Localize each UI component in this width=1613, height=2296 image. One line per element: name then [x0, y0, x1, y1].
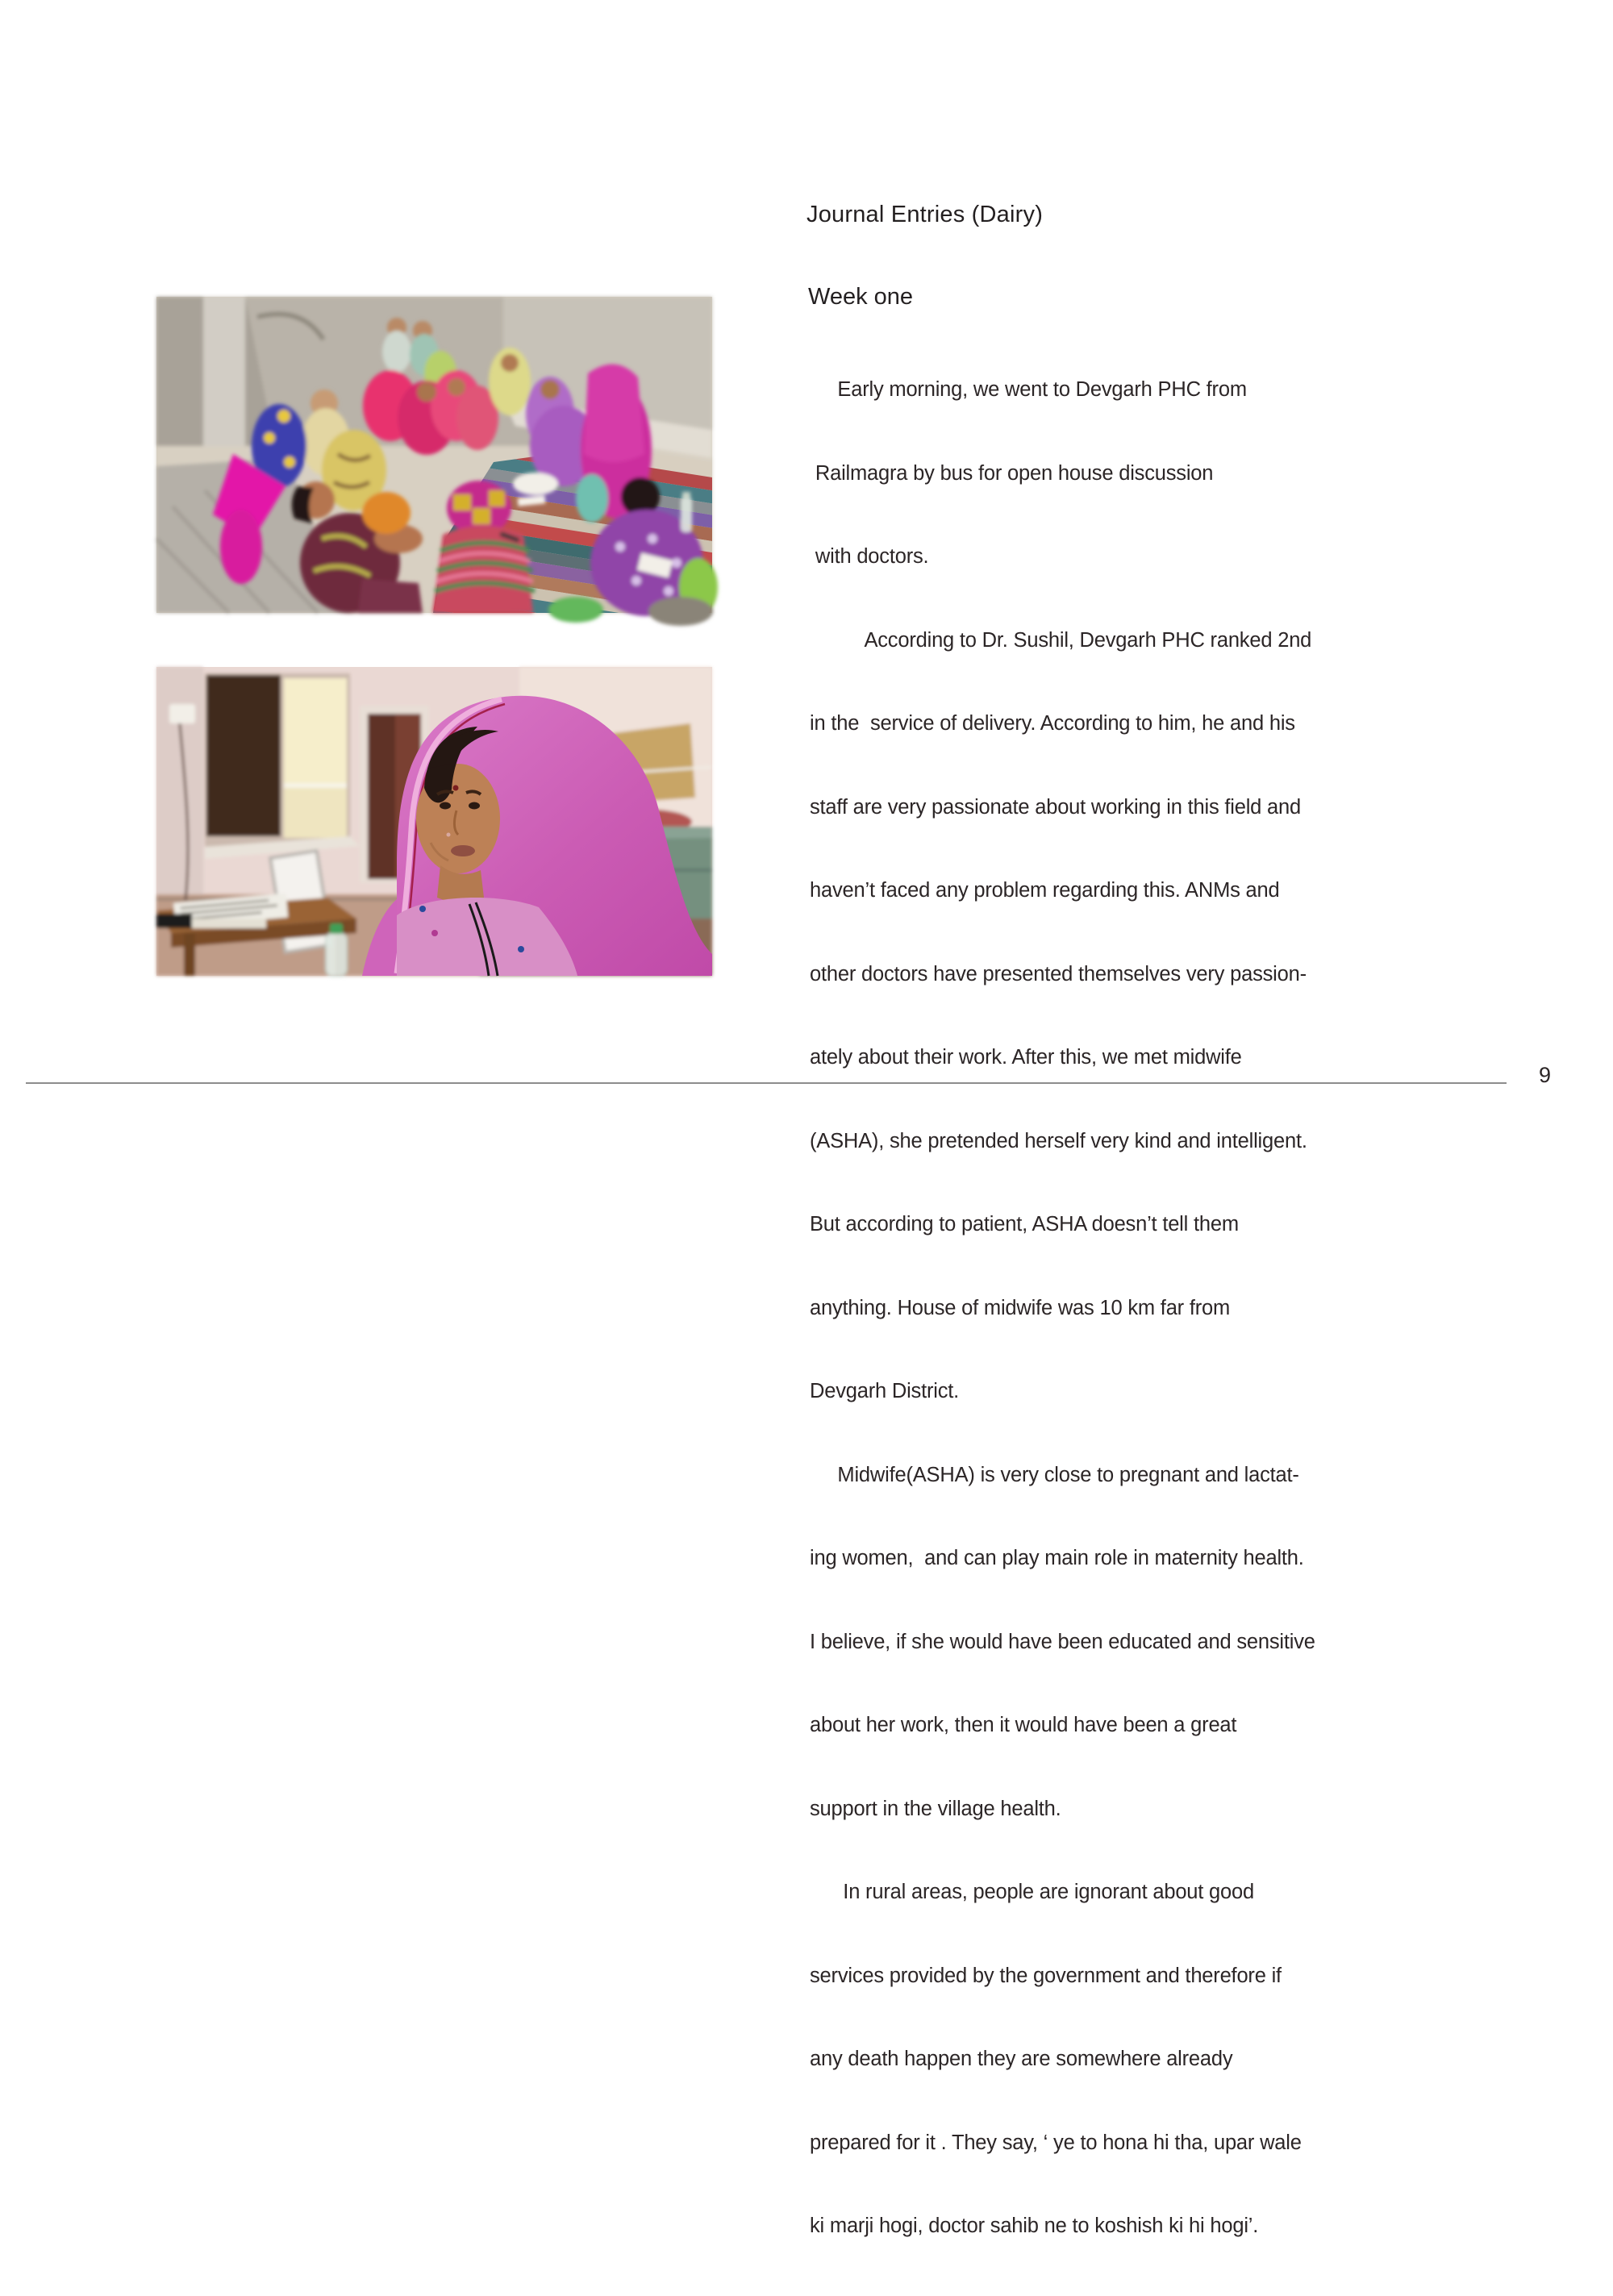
- body-line: with doctors.: [810, 545, 929, 568]
- body-line: services provided by the government and therefore if: [810, 1964, 1282, 1987]
- body-line: ately about their work. After this, we met midwife: [810, 1046, 1242, 1069]
- body-line: But according to patient, ASHA doesn’t tell them: [810, 1213, 1239, 1236]
- midwife-portrait-illustration: [156, 667, 712, 976]
- body-line: ing women, and can play main role in maternity health.: [810, 1547, 1304, 1569]
- body-line: other doctors have presented themselves very passion-: [810, 962, 1307, 985]
- page-number: 9: [1539, 1063, 1552, 1087]
- body-line: ki marji hogi, doctor sahib ne to koshish ki hi hogi’.: [810, 2215, 1259, 2237]
- body-line: any death happen they are somewhere already: [810, 2048, 1233, 2070]
- body-line: In rural areas, people are ignorant about good: [810, 1881, 1254, 1903]
- body-line: support in the village health.: [810, 1797, 1061, 1820]
- body-line: Devgarh District.: [810, 1380, 960, 1402]
- body-line: (ASHA), she pretended herself very kind and intelligent.: [810, 1129, 1307, 1152]
- body-line: haven’t faced any problem regarding this. ANMs and: [810, 879, 1280, 902]
- body-line: about her work, then it would have been a great: [810, 1714, 1237, 1736]
- group-discussion-photo: [156, 297, 712, 613]
- body-line: in the service of delivery. According to him, he and his: [810, 712, 1295, 735]
- midwife-portrait-photo: [156, 667, 712, 976]
- group-discussion-illustration: [156, 297, 712, 613]
- journal-body: [810, 320, 1315, 2296]
- body-line: Midwife(ASHA) is very close to pregnant and lactat-: [810, 1463, 1299, 1486]
- footer-divider: [26, 1082, 1507, 1084]
- body-line: staff are very passionate about working in this field and: [810, 795, 1301, 819]
- body-line: Early morning, we went to Devgarh PHC from: [810, 378, 1247, 401]
- body-line: prepared for it . They say, ‘ ye to hona hi tha, upar wale: [810, 2131, 1302, 2154]
- body-line: I believe, if she would have been educated and sensitive: [810, 1630, 1315, 1653]
- body-line: Railmagra by bus for open house discussion: [810, 461, 1214, 485]
- body-line: anything. House of midwife was 10 km far from: [810, 1296, 1231, 1319]
- page-title: Journal Entries (Dairy): [806, 202, 1044, 227]
- section-heading: Week one: [808, 284, 914, 310]
- body-line: According to Dr. Sushil, Devgarh PHC ranked 2nd: [810, 628, 1312, 652]
